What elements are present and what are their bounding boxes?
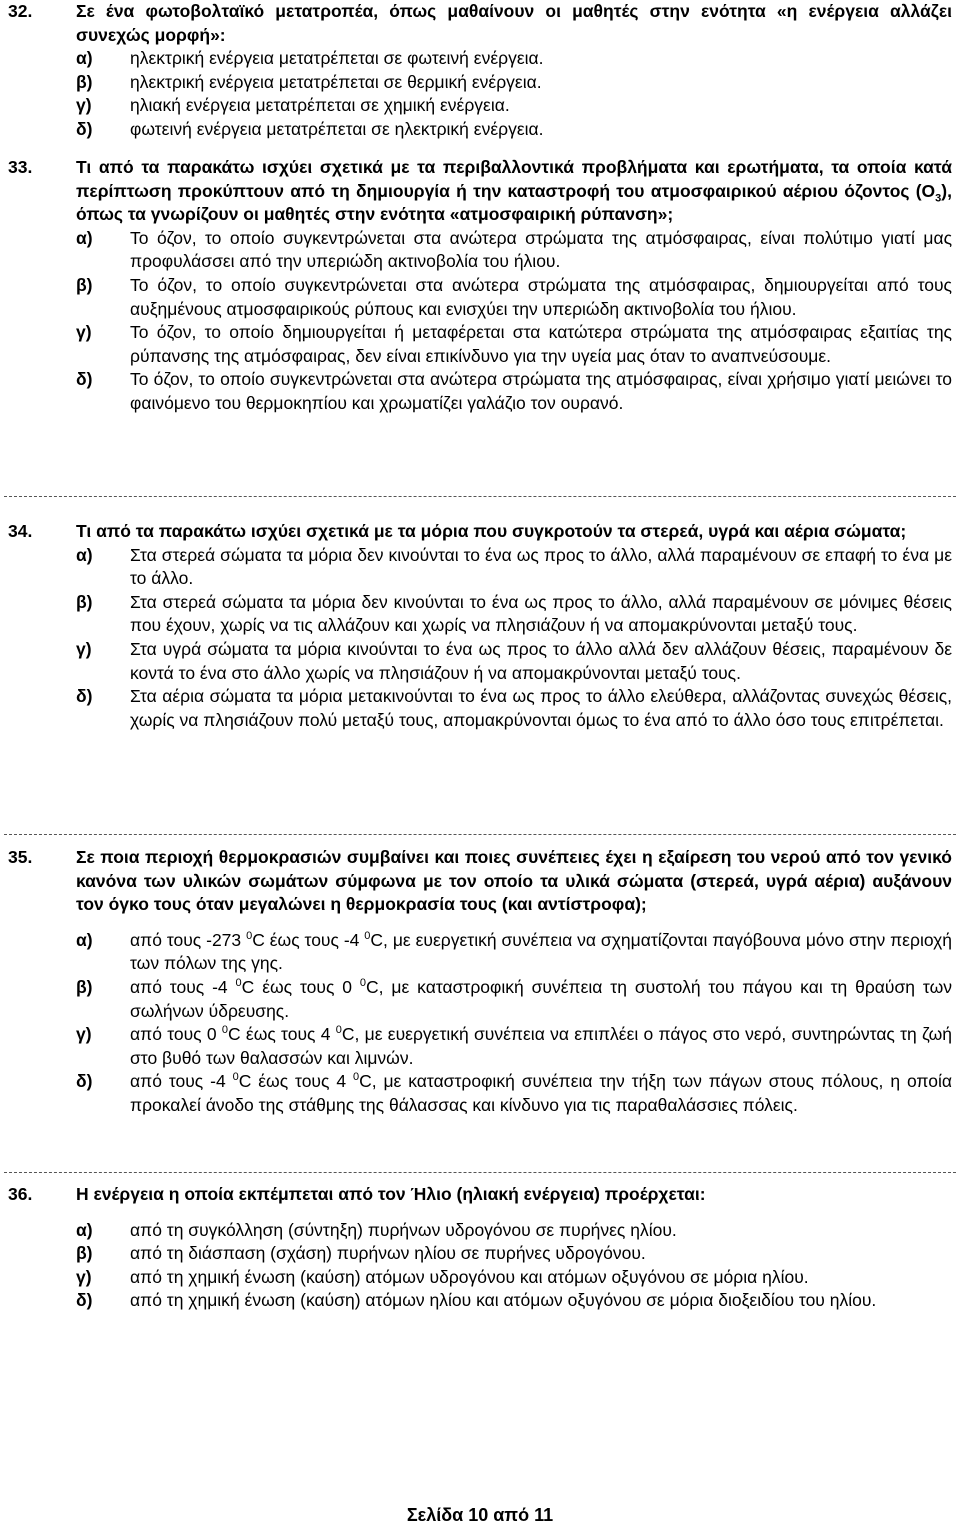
option-label: α) xyxy=(76,48,93,69)
option-text: από τη χημική ένωση (καύση) ατόμων υδρογόνου και ατόμων οξυγόνου σε μόρια ηλίου. xyxy=(130,1266,809,1287)
option-text: Στα υγρά σώματα τα μόρια κινούνται το ένα ως προς το άλλο αλλά δεν αλλάζουν θέσεις, παραμένουν δε κοντά το ένα στο άλλο χωρίς να πλησιάζουν ή να απομακρύνονται μεταξύ τους. xyxy=(130,638,952,683)
question-text: Η ενέργεια η οποία εκπέμπεται από τον Ήλιο (ηλιακή ενέργεια) προέρχεται: xyxy=(76,1184,706,1204)
question-text-part: Τι από τα παρακάτω ισχύει σχετικά με τα περιβαλλοντικά προβλήματα και ερωτήματα, τα οποία κατά περίπτωση προκύπτουν από τη δημιουργία ή την καταστροφή του ατμοσφαιρικού αέριου όζοντος (Ο xyxy=(76,157,952,201)
option-b xyxy=(76,1242,952,1266)
question-text: Σε ποια περιοχή θερμοκρασιών συμβαίνει και ποιες συνέπειες έχει η εξαίρεση του νερού από τον γενικό κανόνα των υλικών σωμάτων σύμφωνα με τον οποίο τα υλικά σώματα (στερεά, υγρά αέρια) αυξάνουν τον όγκο τους όταν μεγαλώνει η θερμοκρασία τους (και αντίστροφα); xyxy=(76,847,952,915)
option-label: β) xyxy=(76,1243,93,1264)
question-number: 34. xyxy=(8,521,33,541)
option-c xyxy=(76,94,952,118)
degree-mark: 0 xyxy=(359,977,367,990)
degree-mark: 0 xyxy=(232,1071,239,1084)
option-label: γ) xyxy=(76,1266,92,1287)
question-text: Τι από τα παρακάτω ισχύει σχετικά με τα μόρια που συγκροτούν τα στερεά, υγρά και αέρια σώματα; xyxy=(76,521,907,541)
option-b xyxy=(76,976,952,1023)
option-d xyxy=(76,1070,952,1117)
option-label: α) xyxy=(76,544,93,565)
option-text: ηλιακή ενέργεια μετατρέπεται σε χημική ενέργεια. xyxy=(130,95,510,116)
question-number: 36. xyxy=(8,1184,33,1204)
option-text: από τους -273 $^0$C έως τους -4 $^0$C, με ευεργετική συνέπεια να σχηματίζονται παγόβουνα μόνο στην περιοχή των πόλων της γης. xyxy=(130,929,953,974)
question-text-part: ), όπως τα γνωρίζουν οι μαθητές στην ενότητα «ατμοσφαιρική ρύπανση»; xyxy=(76,180,952,225)
option-text: Το όζον, το οποίο συγκεντρώνεται στα ανώτερα στρώματα της ατμόσφαιρας, δημιουργείται από τους αυξημένους ατμοσφαιρικούς ρύπους και ενισχύει την υπεριώδη ακτινοβολία του ήλιου. xyxy=(130,274,952,319)
option-label: β) xyxy=(76,591,93,612)
option-text: Στα στερεά σώματα τα μόρια δεν κινούνται το ένα ως προς το άλλο, αλλά παραμένουν σε μόνιμες θέσεις που έχουν, χωρίς να τις αλλάζουν και χωρίς να πλησιάζουν ή να απομακρύνονται μεταξύ τους. xyxy=(130,591,952,636)
option-label: α) xyxy=(76,929,93,950)
question-text: Σε ένα φωτοβολταϊκό μετατροπέα, όπως μαθαίνουν οι μαθητές στην ενότητα «η ενέργεια αλλάζει συνεχώς μορφή»: xyxy=(76,1,952,45)
question-34 xyxy=(8,520,952,732)
option-label: δ) xyxy=(76,118,93,139)
option-text: ηλεκτρική ενέργεια μετατρέπεται σε φωτεινή ενέργεια. xyxy=(130,48,544,69)
page-footer: Σελίδα 10 από 11 xyxy=(406,1505,554,1525)
option-a xyxy=(76,227,952,274)
option-label: γ) xyxy=(76,638,92,659)
option-a xyxy=(76,544,952,591)
option-text: από τη διάσπαση (σχάση) πυρήνων ηλίου σε πυρήνες υδρογόνου. xyxy=(130,1243,646,1264)
option-d xyxy=(76,1289,952,1313)
option-b xyxy=(76,71,952,95)
option-label: δ) xyxy=(76,1290,93,1311)
option-a xyxy=(76,1219,952,1243)
degree-mark: 0 xyxy=(246,929,253,942)
question-36 xyxy=(8,1183,952,1313)
option-b xyxy=(76,591,952,638)
option-d xyxy=(76,118,952,142)
option-label: δ) xyxy=(76,369,93,390)
option-d xyxy=(76,685,952,732)
question-number: 32. xyxy=(8,1,33,21)
separator xyxy=(4,834,956,835)
option-label: β) xyxy=(76,71,93,92)
option-text: από τους -4 $^0$C έως τους 4 $^0$C, με καταστροφική συνέπεια την τήξη των πάγων στους πόλους, η οποία προκαλεί άνοδο της στάθμης της θάλασσας και κίνδυνο για τις παραθαλάσσιες πόλεις. xyxy=(130,1071,952,1115)
option-label: γ) xyxy=(76,1024,92,1045)
option-text: φωτεινή ενέργεια μετατρέπεται σε ηλεκτρική ενέργεια. xyxy=(130,118,544,139)
option-text: Στα αέρια σώματα τα μόρια μετακινούνται το ένα ως προς το άλλο ελεύθερα, αλλάζοντας συνεχώς θέσεις, χωρίς να πλησιάζουν πολύ μεταξύ τους, απομακρύνονται όμως το ένα από το άλλο όσο τους επιτρέπεται. xyxy=(130,686,952,730)
option-text: ηλεκτρική ενέργεια μετατρέπεται σε θερμική ενέργεια. xyxy=(130,71,542,92)
separator xyxy=(4,496,956,497)
option-c xyxy=(76,321,952,368)
option-c xyxy=(76,638,952,685)
question-number: 35. xyxy=(8,847,33,867)
option-text: Στα στερεά σώματα τα μόρια δεν κινούνται το ένα ως προς το άλλο, αλλά παραμένουν σε επαφή το ένα με το άλλο. xyxy=(130,544,952,589)
degree-mark: 0 xyxy=(235,977,242,990)
option-label: γ) xyxy=(76,322,92,343)
option-label: α) xyxy=(76,227,93,248)
option-text: από τους -4 $^0$C έως τους 0 $^0$C, με καταστροφική συνέπεια τη συστολή του πάγου και τη θραύση των σωλήνων ύδρευσης. xyxy=(130,976,952,1021)
option-label: α) xyxy=(76,1219,93,1240)
option-text: Το όζον, το οποίο δημιουργείται ή μεταφέρεται στα κατώτερα στρώματα της ατμόσφαιρας εξαιτίας της ρύπανσης της ατμόσφαιρας, δεν είναι επικίνδυνο για την υγεία μας όταν το αναπνεύσουμε. xyxy=(130,322,952,366)
question-35 xyxy=(8,846,952,1118)
option-text: από τη συγκόλληση (σύντηξη) πυρήνων υδρογόνου σε πυρήνες ηλίου. xyxy=(130,1219,677,1240)
option-text: από τους 0 $^0$C έως τους 4 $^0$C, με ευεργετική συνέπεια να επιπλέει ο πάγος στο νερό, συντηρώντας τη ζωή στο βυθό των θαλασσών και λιμνών. xyxy=(130,1024,952,1068)
question-33 xyxy=(8,156,952,416)
degree-mark: 0 xyxy=(352,1071,360,1084)
option-label: δ) xyxy=(76,1071,93,1092)
option-text: Το όζον, το οποίο συγκεντρώνεται στα ανώτερα στρώματα της ατμόσφαιρας, είναι χρήσιμο γιατί μειώνει το φαινόμενο του θερμοκηπίου και χρωματίζει γαλάζιο τον ουρανό. xyxy=(130,369,952,413)
degree-mark: 0 xyxy=(364,929,371,942)
subscript: 3 xyxy=(935,192,942,205)
degree-mark: 0 xyxy=(221,1024,228,1037)
option-b xyxy=(76,274,952,321)
option-c xyxy=(76,1023,952,1070)
question-32 xyxy=(8,0,952,142)
option-a xyxy=(76,929,952,976)
option-c xyxy=(76,1266,952,1290)
option-d xyxy=(76,368,952,415)
option-label: γ) xyxy=(76,95,92,116)
option-label: β) xyxy=(76,274,93,295)
option-text: από τη χημική ένωση (καύση) ατόμων ηλίου και ατόμων οξυγόνου σε μόρια διοξειδίου του ηλίου. xyxy=(130,1290,877,1311)
option-label: δ) xyxy=(76,686,93,707)
option-label: β) xyxy=(76,976,93,997)
option-a xyxy=(76,47,952,71)
question-number: 33. xyxy=(8,157,33,177)
option-text: Το όζον, το οποίο συγκεντρώνεται στα ανώτερα στρώματα της ατμόσφαιρας, είναι πολύτιμο γιατί μας προφυλάσσει από την υπεριώδη ακτινοβολία του ήλιου. xyxy=(130,227,952,272)
question-text xyxy=(76,156,952,227)
degree-mark: 0 xyxy=(335,1024,342,1037)
separator xyxy=(4,1172,956,1173)
